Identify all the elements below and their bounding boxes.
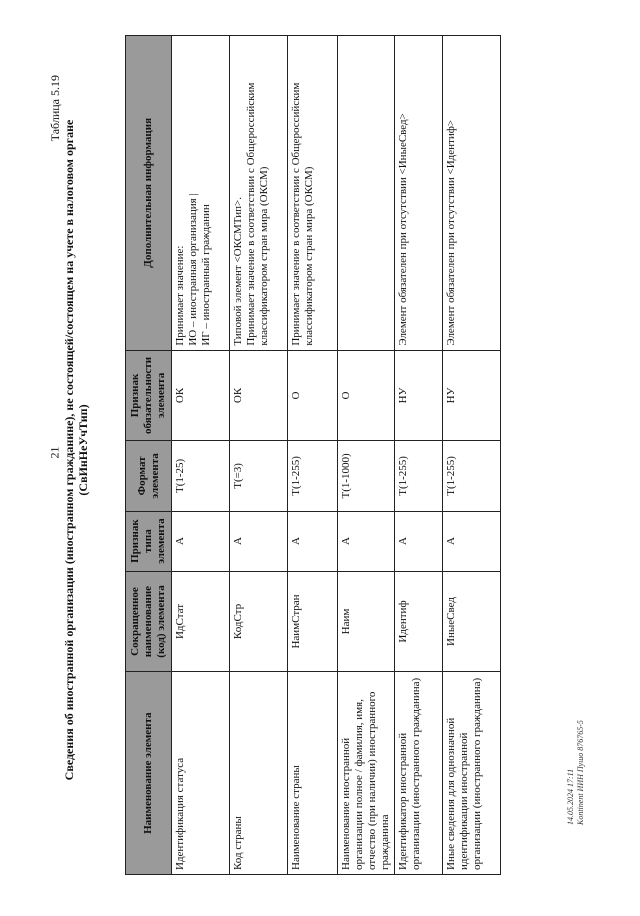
- cell-type: А: [230, 511, 288, 571]
- table-number: Таблица 5.19: [48, 75, 62, 142]
- cell-info: Принимает значение в соответствии с Общероссийским классификатором стран мира (ОКСМ): [288, 36, 338, 351]
- cell-required: О: [288, 350, 338, 441]
- header-info: Дополнительная информация: [126, 36, 172, 351]
- cell-format: T(1-1000): [338, 441, 395, 511]
- cell-code: Идентиф: [395, 571, 443, 672]
- table-title: Сведения об иностранной организации (иностранном гражданине), не состоящей/состоящем на учете в налоговом органе (СвИнНеУчТип): [62, 119, 90, 781]
- cell-format: T(=3): [230, 441, 288, 511]
- cell-code: НаимСтран: [288, 571, 338, 672]
- cell-name: Иные сведения для однозначной идентификации иностранной организации (иностранного гражданина): [443, 672, 501, 875]
- cell-name: Код страны: [230, 672, 288, 875]
- table-row: [395, 36, 443, 875]
- table-row: [288, 36, 338, 875]
- cell-info: Принимает значение: ИО – иностранная организация | ИГ – иностранный гражданин: [172, 36, 230, 351]
- cell-name: Наименование иностранной организации полное / фамилия, имя, отчество (при наличии) иностранного гражданина: [338, 672, 395, 875]
- cell-info: Элемент обязателен при отсутствии <ИныеСвед>: [395, 36, 443, 351]
- cell-type: А: [443, 511, 501, 571]
- cell-format: T(1-255): [395, 441, 443, 511]
- print-stamp: [566, 720, 586, 825]
- page-number: 21: [47, 446, 62, 459]
- cell-format: T(1-255): [288, 441, 338, 511]
- cell-type: А: [338, 511, 395, 571]
- cell-name: Идентификация статуса: [172, 672, 230, 875]
- cell-code: ИныеСвед: [443, 571, 501, 672]
- cell-code: КодСтр: [230, 571, 288, 672]
- cell-required: О: [338, 350, 395, 441]
- cell-info: Типовой элемент <ОКСМТип>. Принимает значение в соответствии с Общероссийским классификатором стран мира (ОКСМ): [230, 36, 288, 351]
- header-format: Формат элемента: [126, 441, 172, 511]
- cell-name: Идентификатор иностранной организации (иностранного гражданина): [395, 672, 443, 875]
- cell-info: [338, 36, 395, 351]
- cell-code: ИдСтат: [172, 571, 230, 672]
- cell-name: Наименование страны: [288, 672, 338, 875]
- cell-format: T(1-25): [172, 441, 230, 511]
- cell-required: ОК: [172, 350, 230, 441]
- cell-type: А: [288, 511, 338, 571]
- stamp-line-1: 14.05.2024 17:11: [566, 768, 575, 825]
- stamp-line-2: Kontinent ИИН Пушо 876765-5: [576, 720, 585, 825]
- table-row: [230, 36, 288, 875]
- cell-type: А: [395, 511, 443, 571]
- cell-info: Элемент обязателен при отсутствии <Идентиф>: [443, 36, 501, 351]
- cell-required: ОК: [230, 350, 288, 441]
- table-header-row: [126, 36, 172, 875]
- cell-required: НУ: [443, 350, 501, 441]
- table-row: [338, 36, 395, 875]
- table-row: [172, 36, 230, 875]
- rotated-sheet: [40, 55, 600, 895]
- cell-code: Наим: [338, 571, 395, 672]
- cell-required: НУ: [395, 350, 443, 441]
- cell-format: T(1-255): [443, 441, 501, 511]
- header-code: Сокращенное наименование (код) элемента: [126, 571, 172, 672]
- header-required: Признак обязательности элемента: [126, 350, 172, 441]
- elements-table: [125, 35, 501, 875]
- header-type: Признак типа элемента: [126, 511, 172, 571]
- table-row: [443, 36, 501, 875]
- header-name: Наименование элемента: [126, 672, 172, 875]
- cell-type: А: [172, 511, 230, 571]
